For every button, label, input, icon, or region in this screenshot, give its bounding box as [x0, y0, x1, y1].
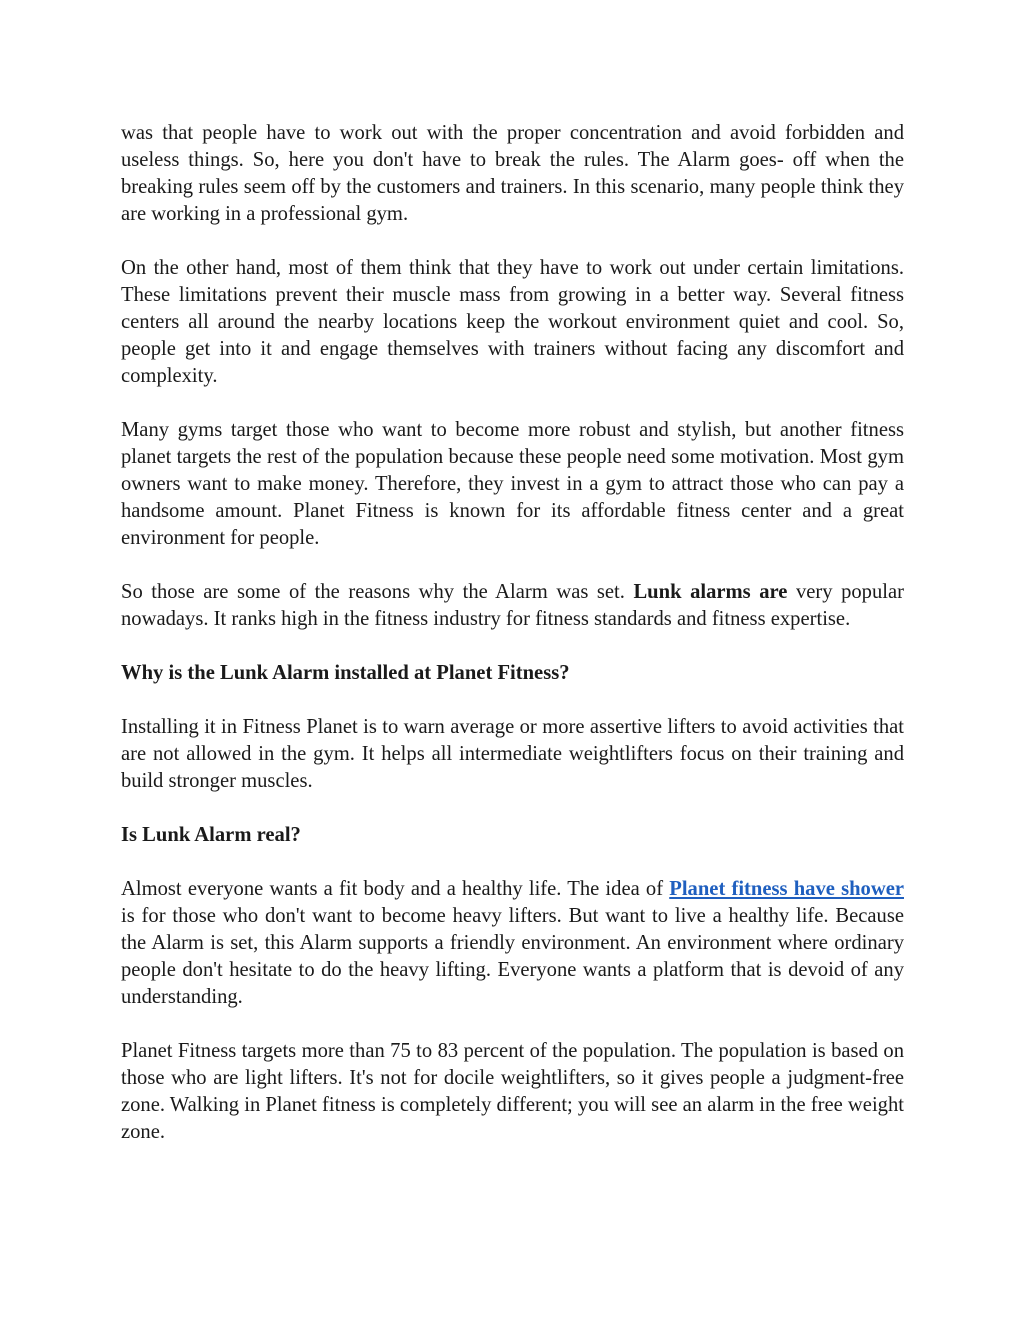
section-heading-is-real: Is Lunk Alarm real? — [121, 824, 301, 846]
section-heading-why-installed: Why is the Lunk Alarm installed at Planet Fitness? — [121, 662, 570, 684]
document-page — [121, 120, 904, 1173]
paragraph-5: Installing it in Fitness Planet is to warn average or more assertive lifters to avoid activities that are not allowed in the gym. It helps all intermediate weightlifters focus on their training and build stronger muscles. — [121, 716, 904, 792]
paragraph-2: On the other hand, most of them think that they have to work out under certain limitations. These limitations prevent their muscle mass from growing in a better way. Several fitness centers all around the nearby locations keep the workout environment quiet and cool. So, people get into it and engage themselves with trainers without facing any discomfort and complexity. — [121, 257, 904, 387]
paragraph-7: Planet Fitness targets more than 75 to 83 percent of the population. The population is based on those who are light lifters. It's not for docile weightlifters, so it gives people a judgment-free zone. Walking in Planet fitness is completely different; you will see an alarm in the free weight zone. — [121, 1040, 904, 1143]
paragraph-6-text-before: Almost everyone wants a fit body and a healthy life. The idea of — [121, 878, 670, 900]
bold-phrase-lunk-alarms: Lunk alarms are — [633, 581, 788, 603]
paragraph-4-text-after: very popular nowadays. It ranks high in the fitness industry for fitness standards and fitness expertise. — [121, 581, 904, 630]
planet-fitness-shower-link[interactable]: Planet fitness have shower — [669, 878, 904, 900]
paragraph-4-text-before: So those are some of the reasons why the Alarm was set. — [121, 581, 634, 603]
paragraph-1: was that people have to work out with the proper concentration and avoid forbidden and useless things. So, here you don't have to break the rules. The Alarm goes- off when the breaking rules seem off by the customers and trainers. In this scenario, many people think they are working in a professional gym. — [121, 122, 904, 225]
paragraph-3: Many gyms target those who want to become more robust and stylish, but another fitness planet targets the rest of the population because these people need some motivation. Most gym owners want to make money. Therefore, they invest in a gym to attract those who can pay a handsome amount. Planet Fitness is known for its affordable fitness center and a great environment for people. — [121, 419, 904, 549]
paragraph-4 — [121, 579, 904, 633]
paragraph-6-text-after: is for those who don't want to become heavy lifters. But want to live a healthy life. Because the Alarm is set, this Alarm supports a friendly environment. An environment where ordinary people don't hesitate to do the heavy lifting. Everyone wants a platform that is devoid of any understanding. — [121, 905, 904, 1008]
paragraph-6 — [121, 876, 904, 1011]
